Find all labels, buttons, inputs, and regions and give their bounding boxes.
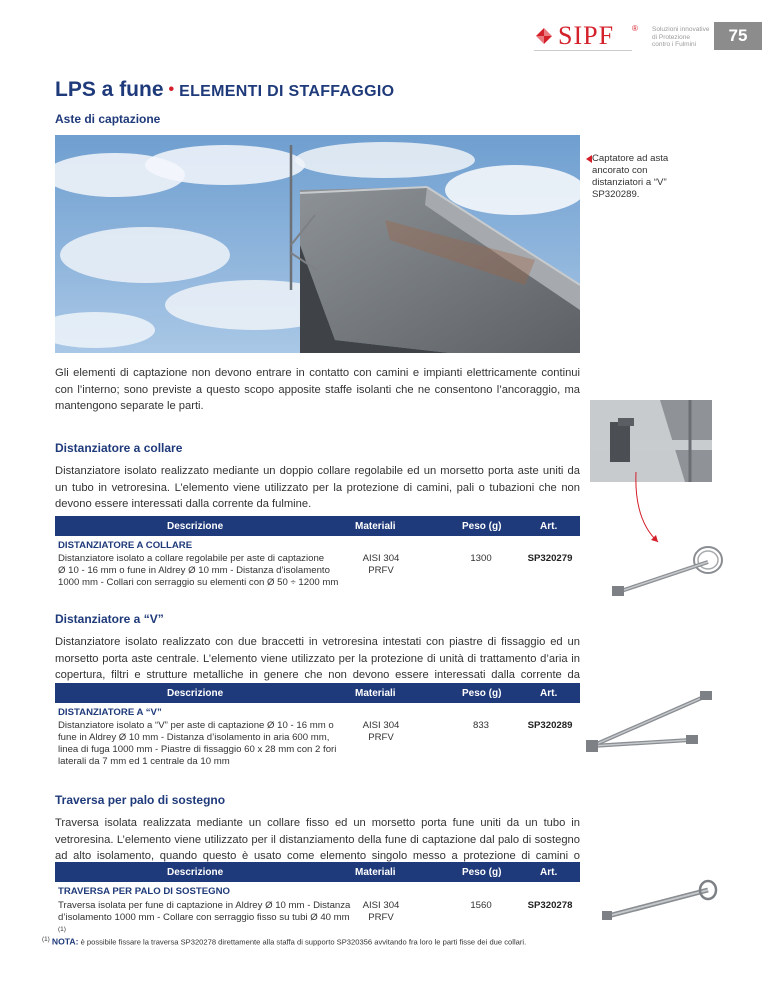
col-materiali: Materiali — [355, 867, 396, 878]
col-peso: Peso (g) — [462, 521, 502, 532]
title-main: LPS a fune — [55, 78, 164, 101]
section-heading-aste: Aste di captazione — [55, 112, 161, 126]
aste-paragraph: Gli elementi di captazione non devono entrare in contatto con camini e impianti elettricamente continui con l’interno; sono previste a questo scopo apposite staffe isolanti che ne consentono l’ancoraggio, ma mantengono separate le parti. — [55, 367, 580, 412]
collare-paragraph: Distanziatore isolato realizzato mediante un doppio collare regolabile ed un morsetto porta aste uniti da un tubo in vetroresina. L’elemento viene utilizzato per la protezione di camini, pali o tubazioni che non devono essere interessati dalla corrente da fulmine. — [55, 465, 580, 510]
product-desc-collare: Distanziatore isolato a collare regolabile per aste di captazione Ø 10 - 16 mm o fune in Aldrey Ø 10 mm - Distanza d’isolamento 1000 mm - Collari con serraggio su elementi con Ø 50 ÷ 1200 mm — [58, 553, 339, 588]
product-materials-traversa: AISI 304 PRFV — [362, 900, 400, 923]
vshape-paragraph: Distanziatore isolato realizzato con due braccetti in vetroresina intestati con piastre di fissaggio ed un morsetto porta aste centrale. L’elemento viene utilizzato per la protezione di unità di trattamento d’aria in copertura, filtri e strutture metalliche in genere che non devono essere interessati dalla corrente da — [55, 636, 580, 681]
product-desc-traversa: Traversa isolata per fune di captazione in Aldrey Ø 10 mm - Distanza d’isolamento 1000 mm - Collare con serraggio fisso su tubi Ø 40 mm $^{(1)}$ — [58, 900, 351, 933]
title-separator: • — [168, 81, 175, 98]
section-heading-traversa: Traversa per palo di sostegno — [55, 793, 226, 807]
sipf-logo-mark — [534, 26, 554, 46]
product-name-collare: DISTANZIATORE A COLLARE — [58, 540, 193, 551]
connector-arrow-icon — [632, 470, 662, 550]
registered-mark: ® — [632, 24, 638, 33]
photo-caption: Captatore ad asta ancorato con distanziatori a “V” SP320289. — [592, 153, 669, 200]
section-heading-collare: Distanziatore a collare — [55, 441, 183, 455]
photo-rooftop-captatore — [55, 135, 580, 353]
product-image-distanziatore-v — [582, 688, 717, 756]
product-name-vshape: DISTANZIATORE A “V” — [58, 707, 162, 718]
table-header-traversa — [55, 862, 580, 882]
col-peso: Peso (g) — [462, 867, 502, 878]
col-peso: Peso (g) — [462, 688, 502, 699]
col-descrizione: Descrizione — [167, 521, 224, 532]
product-art-traversa: SP320278 — [527, 900, 573, 911]
brand-tagline: Soluzioni innovative di Protezione contro i Fulmini — [652, 26, 710, 48]
col-art: Art. — [540, 688, 558, 699]
product-peso-collare: 1300 — [470, 553, 492, 564]
page-title — [55, 78, 394, 102]
page-number: 75 — [714, 22, 762, 50]
product-desc-vshape: Distanziatore isolato a “V” per aste di captazione Ø 10 - 16 mm o fune in Aldrey Ø 10 mm - Distanza d’isolamento in aria 600 mm, linea di fuga 1000 mm - Piastre di fissaggio 60 x 28 mm con 2 fori laterali da 7 mm ed 1 centrale da 10 mm — [58, 720, 337, 767]
title-sub: ELEMENTI DI STAFFAGGIO — [179, 83, 395, 100]
col-materiali: Materiali — [355, 521, 396, 532]
product-peso-vshape: 833 — [472, 720, 489, 731]
product-materials-vshape: AISI 304 PRFV — [362, 720, 400, 743]
logo-underline — [534, 50, 632, 51]
col-descrizione: Descrizione — [167, 867, 224, 878]
table-header-collare — [55, 516, 580, 536]
product-name-traversa: TRAVERSA PER PALO DI SOSTEGNO — [58, 886, 230, 897]
brand-logo-text: SIPF — [558, 21, 615, 50]
traversa-paragraph: Traversa isolata realizzata mediante un collare fisso ed un morsetto porta fune uniti da un tubo in vetroresina. L’elemento viene utilizzato per il distanziamento della fune di captazione dal palo di sostegno ad alto isolamento, quando questo è usato come elemento singolo messo a protezione di camini o — [55, 817, 580, 862]
product-image-distanziatore-collare — [610, 540, 730, 605]
footnote: $^{(1)}$ NOTA: è possibile fissare la traversa SP320278 direttamente alla staffa di supporto SP320356 avvitando fra loro le parti fisse dei due collari. — [42, 936, 527, 947]
col-art: Art. — [540, 521, 558, 532]
col-descrizione: Descrizione — [167, 688, 224, 699]
section-heading-vshape: Distanziatore a “V” — [55, 612, 164, 626]
product-image-traversa — [600, 878, 720, 923]
product-art-vshape: SP320289 — [527, 720, 573, 731]
col-materiali: Materiali — [355, 688, 396, 699]
product-peso-traversa: 1560 — [470, 900, 492, 911]
product-art-collare: SP320279 — [527, 553, 573, 564]
table-header-vshape — [55, 683, 580, 703]
product-materials-collare: AISI 304 PRFV — [362, 553, 400, 576]
col-art: Art. — [540, 867, 558, 878]
